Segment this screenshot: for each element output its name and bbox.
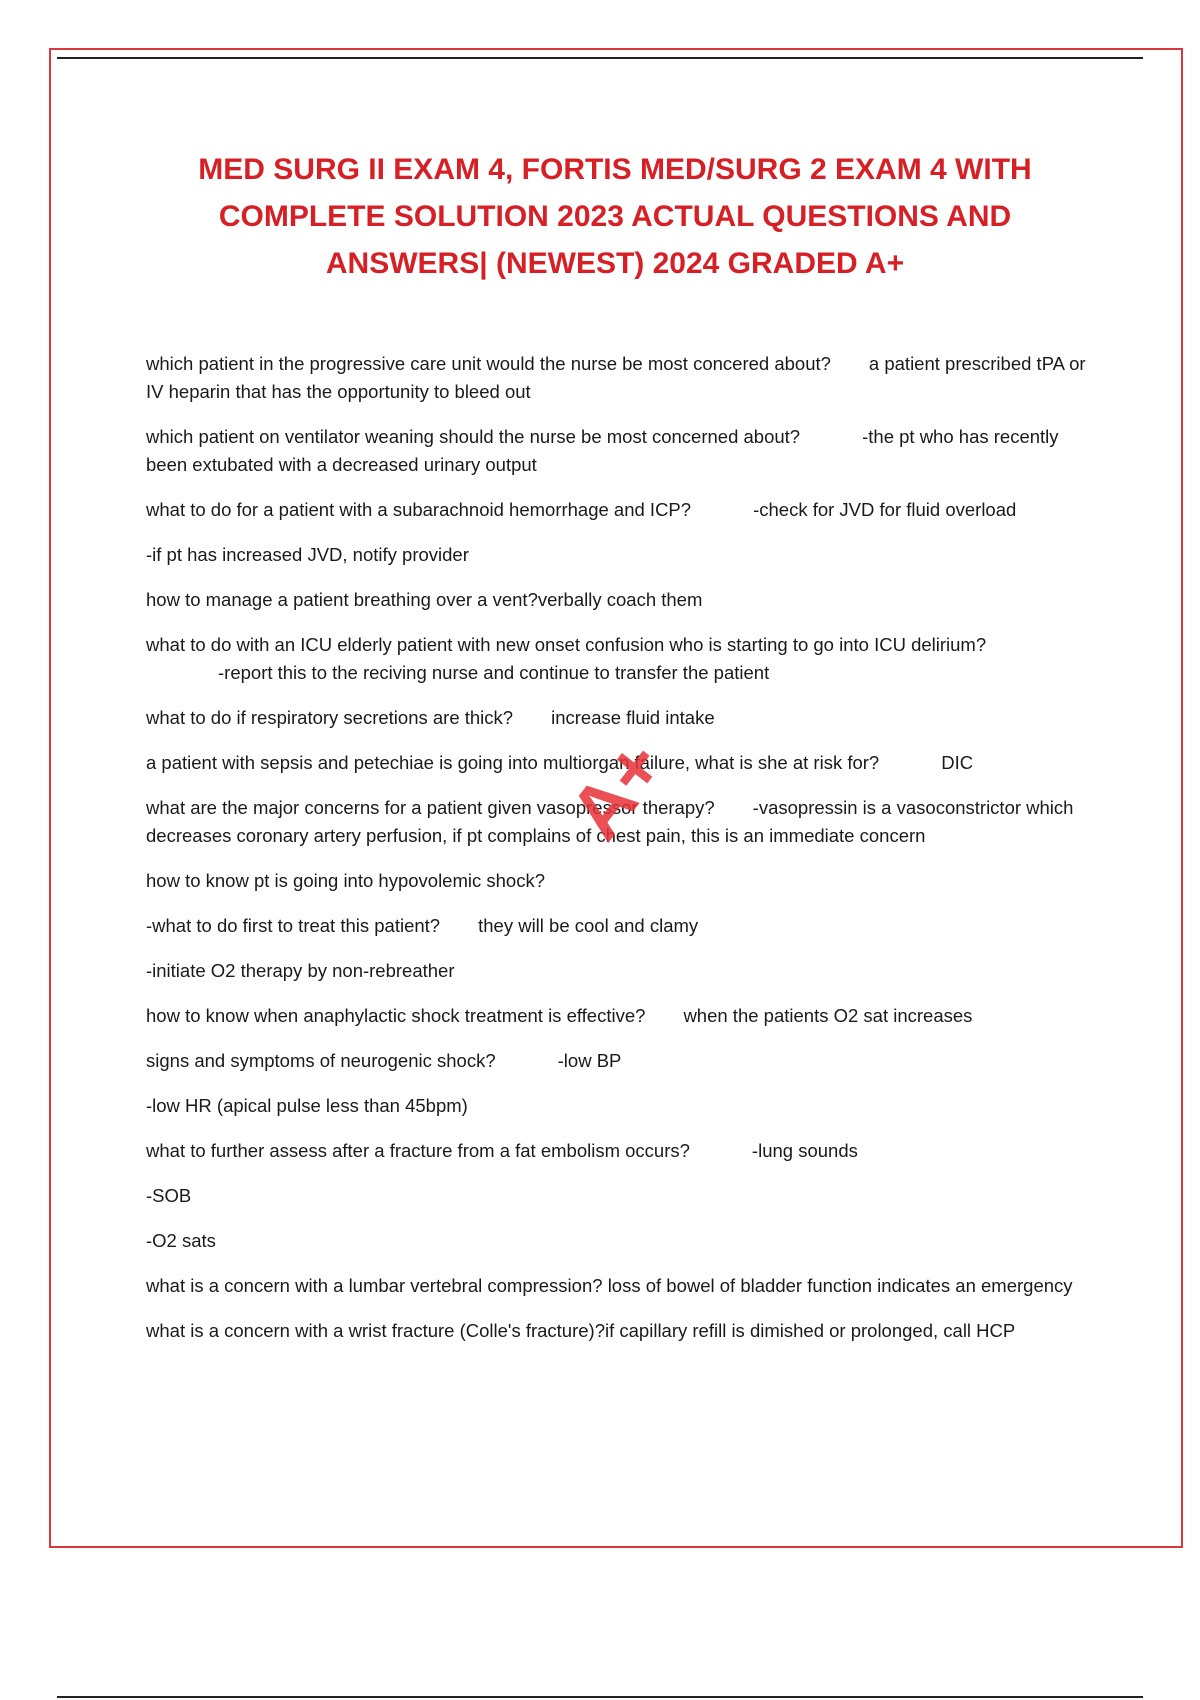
answer: verbally coach them	[537, 589, 703, 610]
question: -what to do first to treat this patient?	[146, 915, 441, 936]
qa-entry	[146, 749, 1090, 777]
answer: if capillary refill is dimished or prolonged, call HCP	[605, 1320, 1016, 1341]
answer: they will be cool and clamy	[478, 915, 699, 936]
question: how to know pt is going into hypovolemic shock?	[146, 870, 545, 891]
qa-entry	[146, 1002, 1090, 1030]
qa-entry	[146, 350, 1090, 406]
question: -initiate O2 therapy by non-rebreather	[146, 960, 455, 981]
title-line: COMPLETE SOLUTION 2023 ACTUAL QUESTIONS AND	[218, 200, 1012, 233]
qa-entry	[146, 496, 1090, 524]
title-line: ANSWERS| (NEWEST) 2024 GRADED A+	[325, 247, 905, 280]
question: what to do with an ICU elderly patient with new onset confusion who is starting to go into ICU delirium?	[146, 634, 987, 655]
answer: when the patients O2 sat increases	[683, 1005, 973, 1026]
question: -SOB	[146, 1185, 192, 1206]
question: -low HR (apical pulse less than 45bpm)	[146, 1095, 468, 1116]
qa-entry	[146, 704, 1090, 732]
answer: increase fluid intake	[551, 707, 715, 728]
top-rule	[57, 57, 1143, 59]
question: signs and symptoms of neurogenic shock?	[146, 1050, 496, 1071]
question: -if pt has increased JVD, notify provider	[146, 544, 469, 565]
question: what to do for a patient with a subarachnoid hemorrhage and ICP?	[146, 499, 692, 520]
answer: -the pt who has recently been extubated with a decreased urinary output	[146, 426, 1064, 475]
question: which patient on ventilator weaning should the nurse be most concerned about?	[146, 426, 801, 447]
qa-entry	[146, 586, 1090, 614]
question: how to manage a patient breathing over a vent?	[146, 589, 538, 610]
question: what are the major concerns for a patient given vasopressor therapy?	[146, 797, 715, 818]
qa-entry	[146, 1092, 1090, 1120]
qa-entry	[146, 1317, 1090, 1345]
bottom-rule	[57, 1696, 1143, 1698]
qa-entry	[146, 912, 1090, 940]
question: what is a concern with a wrist fracture (Colle's fracture)?	[146, 1320, 605, 1341]
question: a patient with sepsis and petechiae is going into multiorgan failure, what is she at risk for?	[146, 752, 880, 773]
answer: -low BP	[557, 1050, 622, 1071]
question: what to further assess after a fracture from a fat embolism occurs?	[146, 1140, 690, 1161]
answer: -check for JVD for fluid overload	[753, 499, 1017, 520]
qa-entry	[146, 1137, 1090, 1165]
answer: DIC	[941, 752, 974, 773]
qa-entry	[146, 867, 1090, 895]
answer: -lung sounds	[751, 1140, 858, 1161]
qa-entry	[146, 1182, 1090, 1210]
answer: a patient prescribed tPA or IV heparin that has the opportunity to bleed out	[146, 353, 1091, 402]
answer: -vasopressin is a vasoconstrictor which decreases coronary artery perfusion, if pt complains of chest pain, this is an immediate concern	[146, 797, 1079, 846]
qa-entry	[146, 794, 1090, 850]
qa-entry	[146, 1272, 1090, 1300]
qa-entry	[146, 1227, 1090, 1255]
qa-entry	[146, 1047, 1090, 1075]
answer: loss of bowel of bladder function indicates an emergency	[607, 1275, 1073, 1296]
answer: -report this to the reciving nurse and continue to transfer the patient	[218, 662, 770, 683]
question: what to do if respiratory secretions are thick?	[146, 707, 514, 728]
qa-entry	[146, 631, 1090, 687]
question: how to know when anaphylactic shock treatment is effective?	[146, 1005, 646, 1026]
qa-entry	[146, 957, 1090, 985]
grade-watermark: A+	[553, 724, 682, 855]
question: what is a concern with a lumbar vertebral compression?	[146, 1275, 603, 1296]
title-line: MED SURG II EXAM 4, FORTIS MED/SURG 2 EXAM 4 WITH	[198, 153, 1032, 186]
qa-entry	[146, 541, 1090, 569]
question: which patient in the progressive care unit would the nurse be most concered about?	[146, 353, 831, 374]
question: -O2 sats	[146, 1230, 216, 1251]
document-title	[140, 146, 1090, 287]
qa-list	[146, 350, 1090, 1362]
qa-entry	[146, 423, 1090, 479]
